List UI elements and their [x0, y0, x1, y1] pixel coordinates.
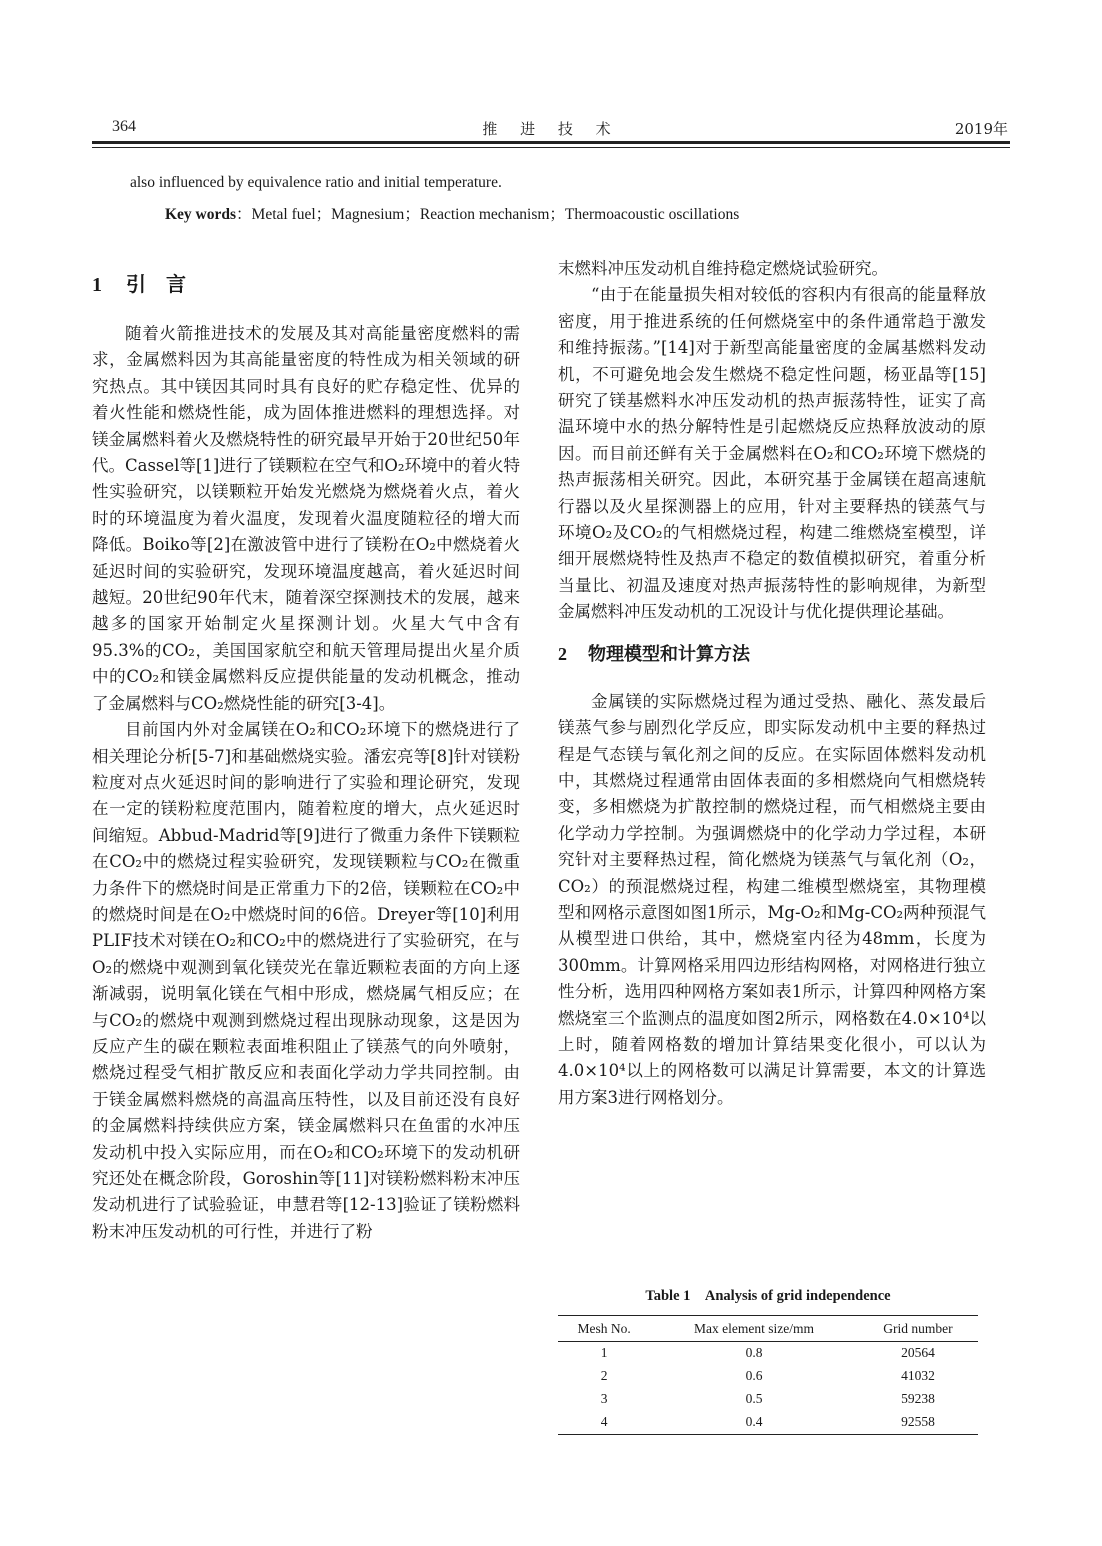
table-cell: 2	[600, 1368, 608, 1383]
table-cell: 0.8	[745, 1345, 763, 1360]
table-cell: 41032	[901, 1368, 935, 1383]
table-row	[558, 1388, 978, 1411]
keywords	[165, 202, 739, 224]
table-header-cell: Max element size/mm	[694, 1321, 815, 1336]
header-rule-thin	[92, 147, 1010, 148]
table-header-cell: Grid number	[883, 1321, 953, 1336]
table-cell: 0.5	[745, 1391, 763, 1406]
table-cell: 4	[600, 1414, 608, 1429]
paragraph-continuation: 末燃料冲压发动机自维持稳定燃烧试验研究。	[558, 259, 888, 278]
section-1-paragraph: 目前国内外对金属镁在O₂和CO₂环境下的燃烧进行了相关理论分析[5-7]和基础燃烧实验。潘宏亮等[8]针对镁粉粒度对点火延迟时间的影响进行了实验和理论研究，发现在一定的镁粉粒度范围内，随着粒度的增大，点火延迟时间缩短。Abbud-Madrid等[9]进行了微重力条件下镁颗粒在CO₂中的燃烧过程实验研究，发现镁颗粒与CO₂在微重力条件下的燃烧时间是正常重力下的2倍，镁颗粒在CO₂中的燃烧时间是在O₂中燃烧时间的6倍。Dreyer等[10]利用PLIF技术对镁在O₂和CO₂中的燃烧进行了实验研究，在与O₂的燃烧中观测到氧化镁荧光在靠近颗粒表面的方向上逐渐减弱，说明氧化镁在气相中形成，燃烧属气相反应；在与CO₂的燃烧中观测到燃烧过程出现脉动现象，这是因为反应产生的碳在颗粒表面堆积阻止了镁蒸气的向外喷射，燃烧过程受气相扩散反应和表面化学动力学共同控制。由于镁金属燃料燃烧的高温高压特性，以及目前还没有良好的金属燃料持续供应方案，镁金属燃料只在鱼雷的水冲压发动机中投入实际应用，而在O₂和CO₂环境下的发动机研究还处在概念阶段，Goroshin等[11]对镁粉燃料粉末冲压发动机进行了试验验证，申慧君等[12-13]验证了镁粉燃料粉末冲压发动机的可行性，并进行了粉	[92, 720, 520, 1241]
header-rule-thick	[92, 141, 1010, 144]
section-2-paragraph: 金属镁的实际燃烧过程为通过受热、融化、蒸发最后镁蒸气参与剧烈化学反应，即实际发动机中主要的释热过程是气态镁与氧化剂之间的反应。在实际固体燃料发动机中，其燃烧过程通常由固体表面的多相燃烧向气相燃烧转变，多相燃烧为扩散控制的燃烧过程，而气相燃烧主要由化学动力学控制。为强调燃烧中的化学动力学过程，本研究针对主要释热过程，简化燃烧为镁蒸气与氧化剂（O₂，CO₂）的预混燃烧过程，构建二维模型燃烧室，其物理模型和网格示意图如图1所示，Mg-O₂和Mg-CO₂两种预混气从模型进口供给，其中，燃烧室内径为48mm，长度为300mm。计算网格采用四边形结构网格，对网格进行独立性分析，选用四种网格方案如表1所示，计算四种网格方案燃烧室三个监测点的温度如图2所示，网格数在4.0×10⁴以上时，随着网格数的增加计算结果变化很小，可以认为4.0×10⁴以上的网格数可以满足计算需要，本文的计算选用方案3进行网格划分。	[558, 691, 986, 1107]
abstract-tail: also influenced by equivalence ratio and initial temperature.	[130, 174, 502, 191]
page-header	[92, 116, 1010, 142]
table-cell: 92558	[901, 1414, 935, 1429]
page-number: 364	[112, 118, 136, 135]
grid-independence-table	[558, 1315, 978, 1435]
keywords-label: Key words	[165, 206, 237, 223]
table-cell: 59238	[901, 1391, 935, 1406]
table-header-row	[558, 1316, 978, 1342]
table-row	[558, 1365, 978, 1388]
section-1-heading	[92, 270, 520, 299]
table-row	[558, 1342, 978, 1366]
section-1-number: 1	[92, 274, 102, 296]
section-1-title: 引 言	[126, 272, 186, 296]
table-cell: 20564	[901, 1345, 935, 1360]
table-header-cell: Mesh No.	[577, 1321, 631, 1336]
table-row	[558, 1411, 978, 1435]
section-2-number: 2	[558, 643, 567, 664]
section-1-paragraph: 随着火箭推进技术的发展及其对高能量密度燃料的需求，金属燃料因为其高能量密度的特性成为相关领域的研究热点。其中镁因其同时具有良好的贮存稳定性、优异的着火性能和燃烧性能，成为固体推进燃料的理想选择。对镁金属燃料着火及燃烧特性的研究最早开始于20世纪50年代。Cassel等[1]进行了镁颗粒在空气和O₂环境中的着火特性实验研究，以镁颗粒开始发光燃烧为燃烧着火点，着火时的环境温度为着火温度，发现着火温度随粒径的增大而降低。Boiko等[2]在激波管中进行了镁粉在O₂中燃烧着火延迟时间的实验研究，发现环境温度越高，着火延迟时间越短。20世纪90年代末，随着深空探测技术的发展，越来越多的国家开始制定火星探测计划。火星大气中含有95.3%的CO₂，美国国家航空和航天管理局提出火星介质中的CO₂和镁金属燃料反应提供能量的发动机概念，推动了金属燃料与CO₂燃烧性能的研究[3-4]。	[92, 324, 520, 713]
table-cell: 1	[600, 1345, 608, 1360]
journal-name: 推 进 技 术	[482, 120, 620, 138]
section-1-paragraph: “由于在能量损失相对较低的容积内有很高的能量释放密度，用于推进系统的任何燃烧室中的条件通常趋于激发和维持振荡。”[14]对于新型高能量密度的金属基燃料发动机，不可避免地会发生燃烧不稳定性问题，杨亚晶等[15]研究了镁基燃料水冲压发动机的热声振荡特性，证实了高温环境中水的热分解特性是引起燃烧反应热释放波动的原因。而目前还鲜有关于金属燃料在O₂和CO₂环境下燃烧的热声振荡相关研究。因此，本研究基于金属镁在超高速航行器以及火星探测器上的应用，针对主要释热的镁蒸气与环境O₂及CO₂的气相燃烧过程，构建二维燃烧室模型，详细开展燃烧特性及热声不稳定的数值模拟研究，着重分析当量比、初温及速度对热声振荡特性的影响规律，为新型金属燃料冲压发动机的工况设计与优化提供理论基础。	[558, 285, 986, 622]
table-1	[558, 1284, 978, 1435]
section-2-heading	[558, 640, 986, 669]
table-1-title: Table 1 Analysis of grid independence	[645, 1288, 891, 1304]
table-cell: 0.4	[745, 1414, 763, 1429]
right-column	[558, 256, 986, 1111]
table-cell: 0.6	[745, 1368, 763, 1383]
table-cell: 3	[600, 1391, 608, 1406]
section-2-title: 物理模型和计算方法	[588, 643, 750, 665]
publication-year: 2019年	[954, 120, 1008, 138]
left-column	[92, 256, 520, 1245]
keywords-text: ：Metal fuel；Magnesium；Reaction mechanism；Thermoacoustic oscillations	[236, 206, 740, 223]
